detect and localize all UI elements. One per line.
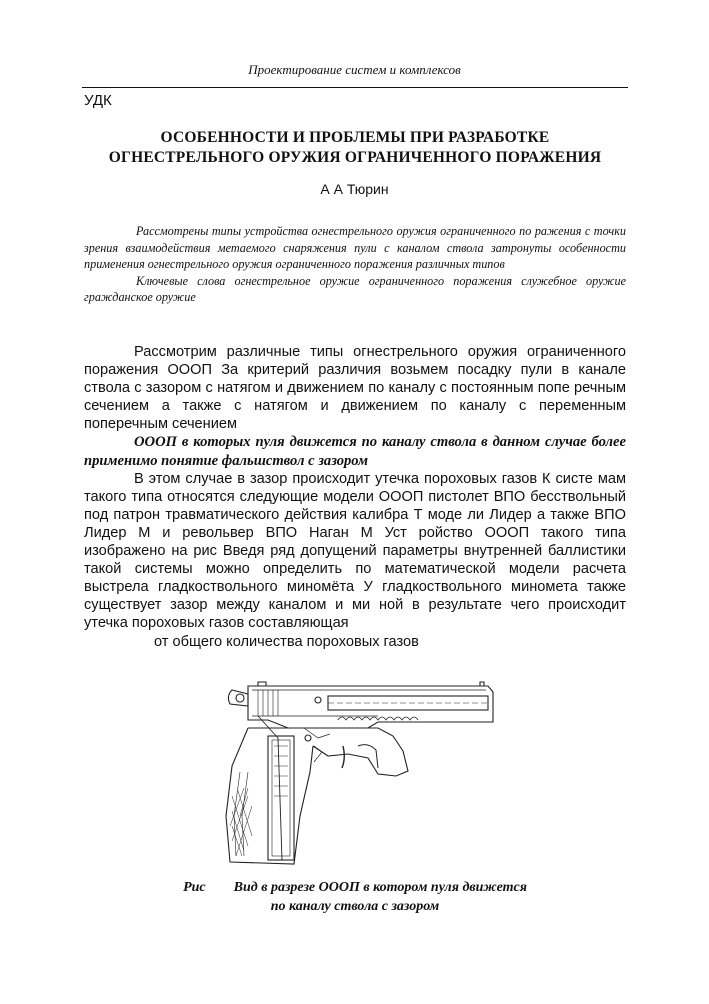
header-rule (82, 87, 628, 88)
keywords: Ключевые слова огнестрельное оружие ограниченного поражения служебное оружие гражданское оружие (84, 273, 626, 305)
title-line-2: ОГНЕСТРЕЛЬНОГО ОРУЖИЯ ОГРАНИЧЕННОГО ПОРАЖЕНИЯ (108, 149, 602, 166)
article-body (84, 343, 626, 651)
caption-text-1: Вид в разрезе ОООП в котором пуля движется (233, 880, 527, 895)
udk-label: УДК (84, 92, 112, 109)
section-subheading: ОООП в которых пуля движется по каналу ствола в данном случае более применимо понятие фальшствол с зазором (84, 434, 626, 469)
title-line-1: ОСОБЕННОСТИ И ПРОБЛЕМЫ ПРИ РАЗРАБОТКЕ (160, 129, 550, 146)
abstract (84, 223, 626, 306)
paragraph-1: Рассмотрим различные типы огнестрельного оружия ограниченного поражения ОООП За критерий различия возьмем посадку пули в канале ствола с зазором с натягом и движением по каналу с постоянным попе речным сечением а также с натягом и движением по каналу с переменным поперечным сечением (84, 344, 626, 433)
figure-label: Рис (183, 880, 206, 895)
paragraph-2: В этом случае в зазор происходит утечка пороховых газов К систе мам такого типа относятся следующие модели ОООП пистолет ВПО бесствольный под патрон травматического действия калибра Т моде ли Лидер а также ВПО Лидер М и револьвер ВПО Наган М Уст ройство ОООП такого типа изображено на рис Введя ряд допущений параметры внутренней баллистики такой системы можно определить по математической модели расчета выстрела гладкоствольного миномёта У гладкоствольного миномета также существует зазор между каналом и ми ной в результате чего происходит утечка пороховых газов составляющая (84, 470, 626, 632)
abstract-text: Рассмотрены типы устройства огнестрельного оружия ограниченного по ражения с точки зрения взаимодействия метаемого снаряжения пули с каналом ствола затронуты особенности применения огнестрельного оружия ограниченного поражения различных типов (84, 224, 626, 272)
running-header: Проектирование систем и комплексов (248, 62, 461, 77)
figure-caption (84, 878, 626, 916)
pistol-cutaway-drawing (218, 676, 498, 868)
paragraph-3: от общего количества пороховых газов (154, 633, 419, 650)
author: А А Тюрин (320, 181, 389, 197)
article-title (82, 128, 628, 168)
caption-line-2: по каналу ствола с зазором (270, 899, 440, 914)
pistol-cutaway-figure (218, 676, 498, 868)
caption-line-1 (84, 878, 626, 897)
